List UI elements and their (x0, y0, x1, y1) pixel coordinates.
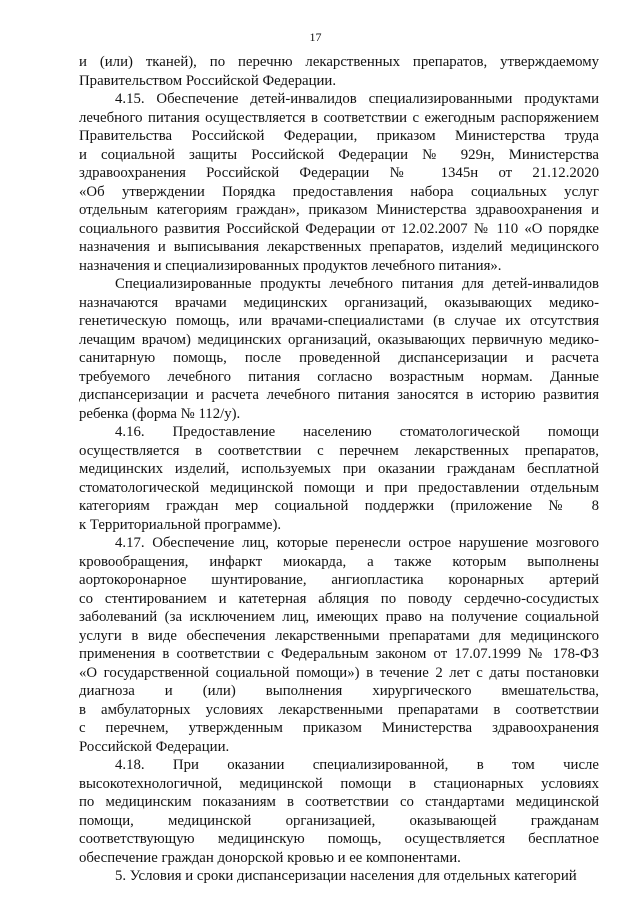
text-line: Российской Федерации. (79, 738, 230, 755)
paragraph-p418 (79, 756, 599, 867)
paragraph-p0 (79, 53, 599, 90)
text-line: лечащим врачом) медицинских организаций, оказывающих первичную медико- (79, 331, 599, 348)
text-line: обеспечение граждан донорской кровью и ее компонентами. (79, 849, 461, 866)
text-line: «Об утверждении Порядка предоставления набора социальных услуг (79, 183, 599, 200)
text-line: диспансеризации и расчета лечебного питания заносятся в историю развития (79, 387, 599, 403)
text-line: Правительством Российской Федерации. (79, 72, 337, 89)
text-line: санитарную помощь, после проведенной диспансеризации и расчета (79, 350, 599, 366)
text-line: услуги в виде обеспечения лекарственными препаратами для медицинского (79, 627, 599, 644)
text-line: Специализированные продукты лечебного питания для детей-инвалидов (115, 276, 599, 292)
text-line: заболеваний (за исключением лиц, имеющих право на получение социальной (79, 609, 599, 625)
text-line: назначения и выписывания лекарственных препаратов, изделий медицинского (79, 239, 599, 255)
text-line: 4.17. Обеспечение лиц, которые перенесли острое нарушение мозгового (115, 535, 599, 551)
text-line: «О государственной социальной помощи») в течение 2 лет с даты постановки (79, 664, 599, 681)
text-line: с перечнем, утвержденным приказом Министерства здравоохранения (79, 720, 599, 736)
text-line: к Территориальной программе). (79, 516, 282, 533)
paragraph-p415 (79, 90, 599, 275)
text-line: высокотехнологичной, медицинской помощи в стационарных условиях (79, 775, 599, 792)
text-line: по медицинским показаниям в соответствии со стандартами медицинской (79, 794, 599, 810)
text-line: медицинских изделий, используемых при оказании гражданам бесплатной (79, 461, 599, 477)
text-line: здравоохранения Российской Федерации № 1345н от 21.12.2020 (79, 165, 599, 181)
text-line: отдельным категориям граждан», приказом Министерства здравоохранения и (79, 202, 599, 218)
text-line: лечебного питания осуществляется в соответствии с ежегодным распоряжением (79, 109, 599, 126)
text-line: в амбулаторных условиях лекарственными препаратами в соответствии (79, 701, 599, 718)
text-line: назначения и специализированных продуктов лечебного питания». (79, 257, 502, 274)
text-line: 5. Условия и сроки диспансеризации населения для отдельных категорий (115, 868, 577, 884)
text-line: категориям граждан мер социальной поддержки (приложение № 8 (79, 498, 599, 514)
paragraph-p5 (79, 867, 599, 886)
document-body (79, 53, 599, 886)
text-line: 4.18. При оказании специализированной, в том числе (115, 757, 599, 773)
text-line: помощи, медицинской организацией, оказывающей гражданам (79, 812, 599, 829)
text-line: ребенка (форма № 112/у). (79, 405, 241, 422)
text-line: генетическую помощь, или врачами-специалистами (в случае их отсутствия (79, 313, 599, 329)
text-line: и социальной защиты Российской Федерации № 929н, Министерства (79, 146, 599, 163)
paragraph-p417 (79, 534, 599, 756)
text-line: назначаются врачами медицинских организаций, оказывающих медико- (79, 294, 599, 311)
text-line: диагноза и (или) выполнения хирургического вмешательства, (79, 683, 599, 699)
text-line: Правительства Российской Федерации, приказом Министерства труда (79, 128, 599, 144)
text-line: социального развития Российской Федерации от 12.02.2007 № 110 «О порядке (79, 220, 599, 237)
text-line: применения в соответствии с Федеральным законом от 17.07.1999 № 178-ФЗ (79, 646, 599, 662)
text-line: стоматологической медицинской помощи и при предоставлении отдельным (79, 479, 599, 496)
text-line: со стентированием и катетерная абляция по поводу сердечно-сосудистых (79, 590, 599, 607)
text-line: осуществляется в соответствии с перечнем лекарственных препаратов, (79, 442, 599, 459)
paragraph-p415b (79, 275, 599, 423)
text-line: и (или) тканей), по перечню лекарственных препаратов, утверждаемому (79, 54, 599, 70)
text-line: кровообращения, инфаркт миокарда, а также которым выполнены (79, 553, 599, 570)
text-line: 4.15. Обеспечение детей-инвалидов специализированными продуктами (115, 91, 599, 107)
text-line: соответствующую медицинскую помощь, осуществляется бесплатное (79, 831, 599, 847)
page-number: 17 (309, 30, 322, 44)
text-line: требуемого лечебного питания согласно возрастным нормам. Данные (79, 368, 599, 385)
text-line: аортокоронарное шунтирование, ангиопластика коронарных артерий (79, 572, 599, 588)
paragraph-p416 (79, 423, 599, 534)
text-line: 4.16. Предоставление населению стоматологической помощи (115, 424, 599, 440)
